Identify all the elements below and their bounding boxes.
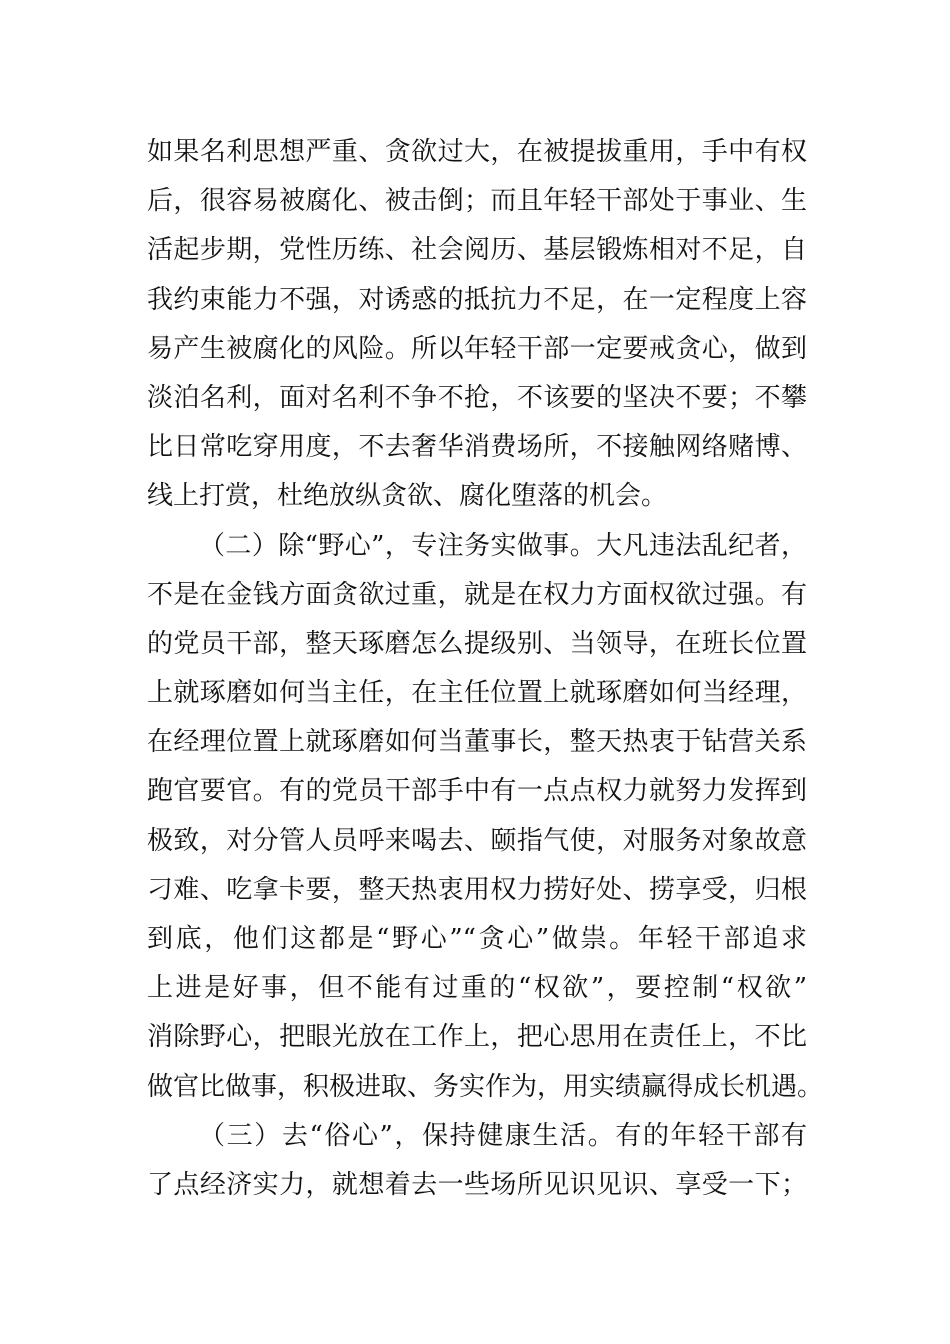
text-line: 上就琢磨如何当主任，在主任位置上就琢磨如何当经理， <box>147 678 807 709</box>
text-line: 做官比做事，积极进取、务实作为，用实绩赢得成长机遇。 <box>147 1071 824 1102</box>
text-line: 极致，对分管人员呼来喝去、颐指气使，对服务对象故意 <box>147 825 807 856</box>
text-line: 易产生被腐化的风险。所以年轻干部一定要戒贪心，做到 <box>147 333 807 364</box>
text-line: 比日常吃穿用度，不去奢华消费场所，不接触网络赌博、 <box>147 432 807 463</box>
text-line: 不是在金钱方面贪欲过重，就是在权力方面权欲过强。有 <box>147 579 807 610</box>
section-heading-line: （三）去“俗心”，保持健康生活。有的年轻干部有 <box>199 1120 807 1151</box>
text-line: 在经理位置上就琢磨如何当董事长，整天热衷于钻营关系 <box>147 727 807 758</box>
text-line: 跑官要官。有的党员干部手中有一点点权力就努力发挥到 <box>147 776 807 807</box>
section-heading-line: （二）除“野心”，专注务实做事。大凡违法乱纪者， <box>199 530 807 561</box>
text-line: 到底，他们这都是“野心”“贪心”做祟。年轻干部追求 <box>147 924 807 954</box>
text-line: 了点经济实力，就想着去一些场所见识见识、享受一下； <box>147 1169 807 1200</box>
text-line: 后，很容易被腐化、被击倒；而且年轻干部处于事业、生 <box>147 186 807 217</box>
text-line: 上进是好事，但不能有过重的“权欲”，要控制“权欲” <box>147 973 807 1004</box>
body-text <box>147 128 824 1210</box>
text-line: 线上打赏，杜绝放纵贪欲、腐化堕落的机会。 <box>147 481 668 512</box>
text-line: 刁难、吃拿卡要，整天热衷用权力捞好处、捞享受，归根 <box>147 874 807 905</box>
text-line: 如果名利思想严重、贪欲过大，在被提拔重用，手中有权 <box>147 137 807 167</box>
text-line: 的党员干部，整天琢磨怎么提级别、当领导，在班长位置 <box>147 628 807 659</box>
text-line: 淡泊名利，面对名利不争不抢，不该要的坚决不要；不攀 <box>147 382 807 413</box>
text-line: 我约束能力不强，对诱惑的抵抗力不足，在一定程度上容 <box>147 284 807 315</box>
text-line: 活起步期，党性历练、社会阅历、基层锻炼相对不足，自 <box>147 235 807 266</box>
text-line: 消除野心，把眼光放在工作上，把心思用在责任上，不比 <box>147 1022 807 1053</box>
